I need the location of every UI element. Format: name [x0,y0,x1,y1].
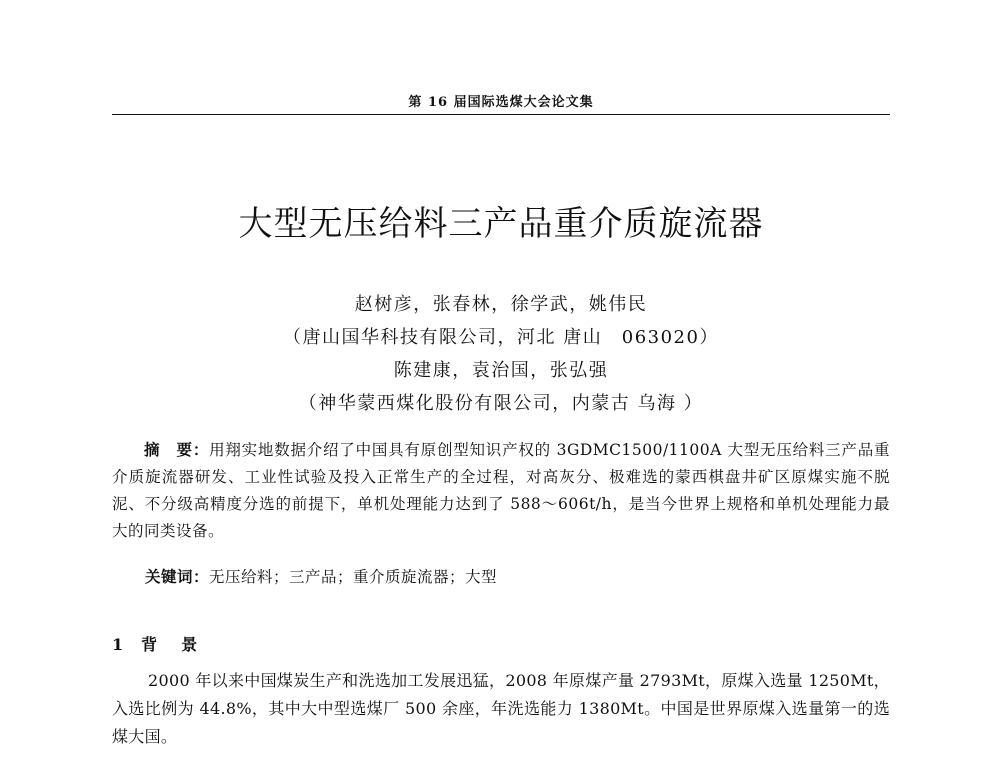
running-header: 第 16 届国际选煤大会论文集 [408,95,594,110]
section-heading [112,632,201,655]
abstract [112,436,890,545]
keywords [145,565,497,587]
affiliation-2: （神华蒙西煤化股份有限公司，内蒙古 乌海 ） [298,393,704,414]
section-number: 1 [112,635,128,654]
affiliation-1: （唐山国华科技有限公司，河北 唐山 063020） [283,327,719,348]
keywords-text: 无压给料；三产品；重介质旋流器；大型 [209,568,498,586]
keywords-label: 关键词： [145,567,210,586]
paper-title: 大型无压给料三产品重介质旋流器 [238,204,764,244]
abstract-text: 用翔实地数据介绍了中国具有原创型知识产权的 3GDMC1500/1100A 大型无压给料三产品重介质旋流器研发、工业性试验及投入正常生产的全过程，对高灰分、极难选的蒙西棋盘井矿区原煤实施不脱泥、不分级高精度分选的前提下，单机处理能力达到了 588～606t/h，是当今世界上规格和单机处理能力最大的同类设备。 [112,441,890,540]
abstract-label: 摘 要： [144,440,210,459]
authors-group-2: 陈建康，袁治国，张弘强 [393,360,609,381]
authors-group-1: 赵树彦，张春林，徐学武，姚伟民 [354,294,648,315]
header-rule [112,114,890,115]
section-paragraph: 2000 年以来中国煤炭生产和洗选加工发展迅猛，2008 年原煤产量 2793Mt，原煤入选量 1250Mt，入选比例为 44.8%，其中大中型选煤厂 500 余座，年洗选能力 1380Mt。中国是世界原煤入选量第一的选煤大国。 [112,671,890,746]
section-title: 背 景 [141,635,202,654]
